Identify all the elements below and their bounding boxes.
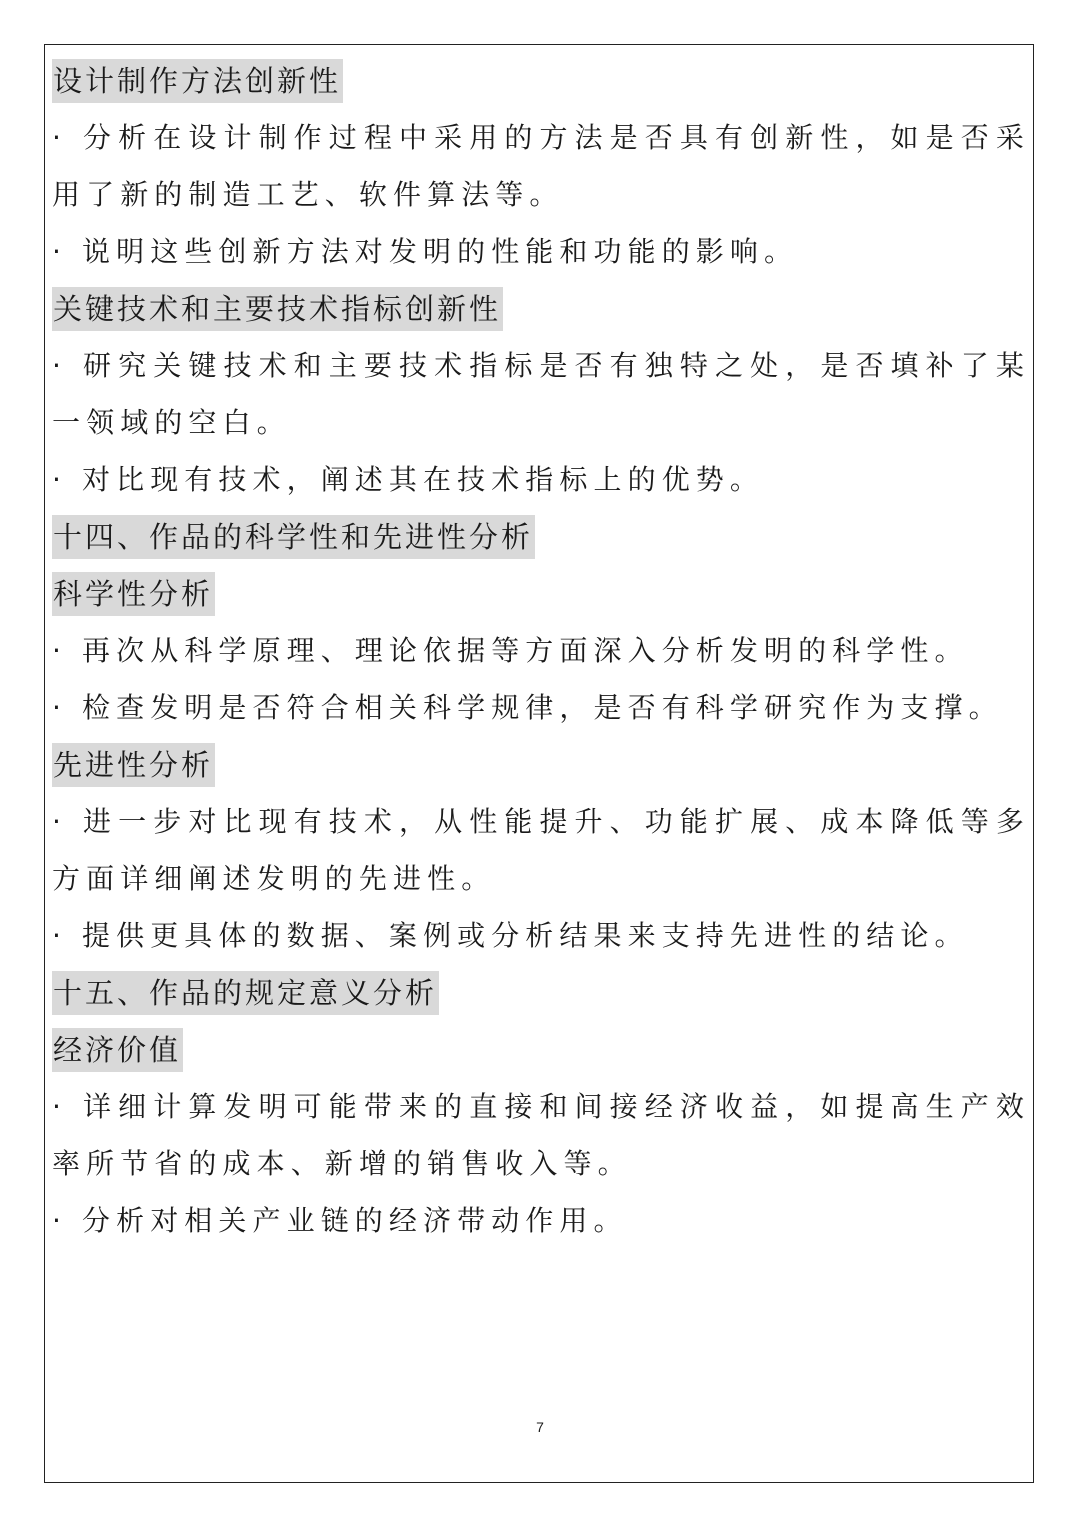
heading-text: 关键技术和主要技术指标创新性 xyxy=(52,287,503,331)
section-heading-scientific-analysis xyxy=(52,565,1030,622)
heading-text: 十四、作品的科学性和先进性分析 xyxy=(52,515,535,559)
bullet-paragraph: · 分析在设计制作过程中采用的方法是否具有创新性，如是否采用了新的制造工艺、软件算法等。 xyxy=(52,121,1030,211)
bullet-paragraph: · 说明这些创新方法对发明的性能和功能的影响。 xyxy=(52,235,799,268)
bullet-paragraph: · 分析对相关产业链的经济带动作用。 xyxy=(52,1204,628,1237)
document-body xyxy=(52,52,1030,1249)
section-heading-advancement-analysis xyxy=(52,736,1030,793)
heading-text: 科学性分析 xyxy=(52,572,215,616)
bullet-paragraph: · 检查发明是否符合相关科学规律，是否有科学研究作为支撑。 xyxy=(52,691,1003,724)
section-heading-fourteen xyxy=(52,508,1030,565)
section-heading-design-method-innovation xyxy=(52,52,1030,109)
bullet-paragraph: · 研究关键技术和主要技术指标是否有独特之处，是否填补了某一领域的空白。 xyxy=(52,349,1030,439)
bullet-paragraph: · 再次从科学原理、理论依据等方面深入分析发明的科学性。 xyxy=(52,634,969,667)
heading-text: 先进性分析 xyxy=(52,743,215,787)
bullet-paragraph: · 对比现有技术，阐述其在技术指标上的优势。 xyxy=(52,463,765,496)
bullet-paragraph: · 进一步对比现有技术，从性能提升、功能扩展、成本降低等多方面详细阐述发明的先进性。 xyxy=(52,805,1030,895)
heading-text: 设计制作方法创新性 xyxy=(52,59,343,103)
page-number: 7 xyxy=(536,1419,544,1435)
section-heading-economic-value xyxy=(52,1021,1030,1078)
section-heading-fifteen xyxy=(52,964,1030,1021)
heading-text: 十五、作品的规定意义分析 xyxy=(52,971,439,1015)
bullet-paragraph: · 提供更具体的数据、案例或分析结果来支持先进性的结论。 xyxy=(52,919,969,952)
bullet-paragraph: · 详细计算发明可能带来的直接和间接经济收益，如提高生产效率所节省的成本、新增的销售收入等。 xyxy=(52,1090,1030,1180)
section-heading-key-technology-innovation xyxy=(52,280,1030,337)
heading-text: 经济价值 xyxy=(52,1028,183,1072)
